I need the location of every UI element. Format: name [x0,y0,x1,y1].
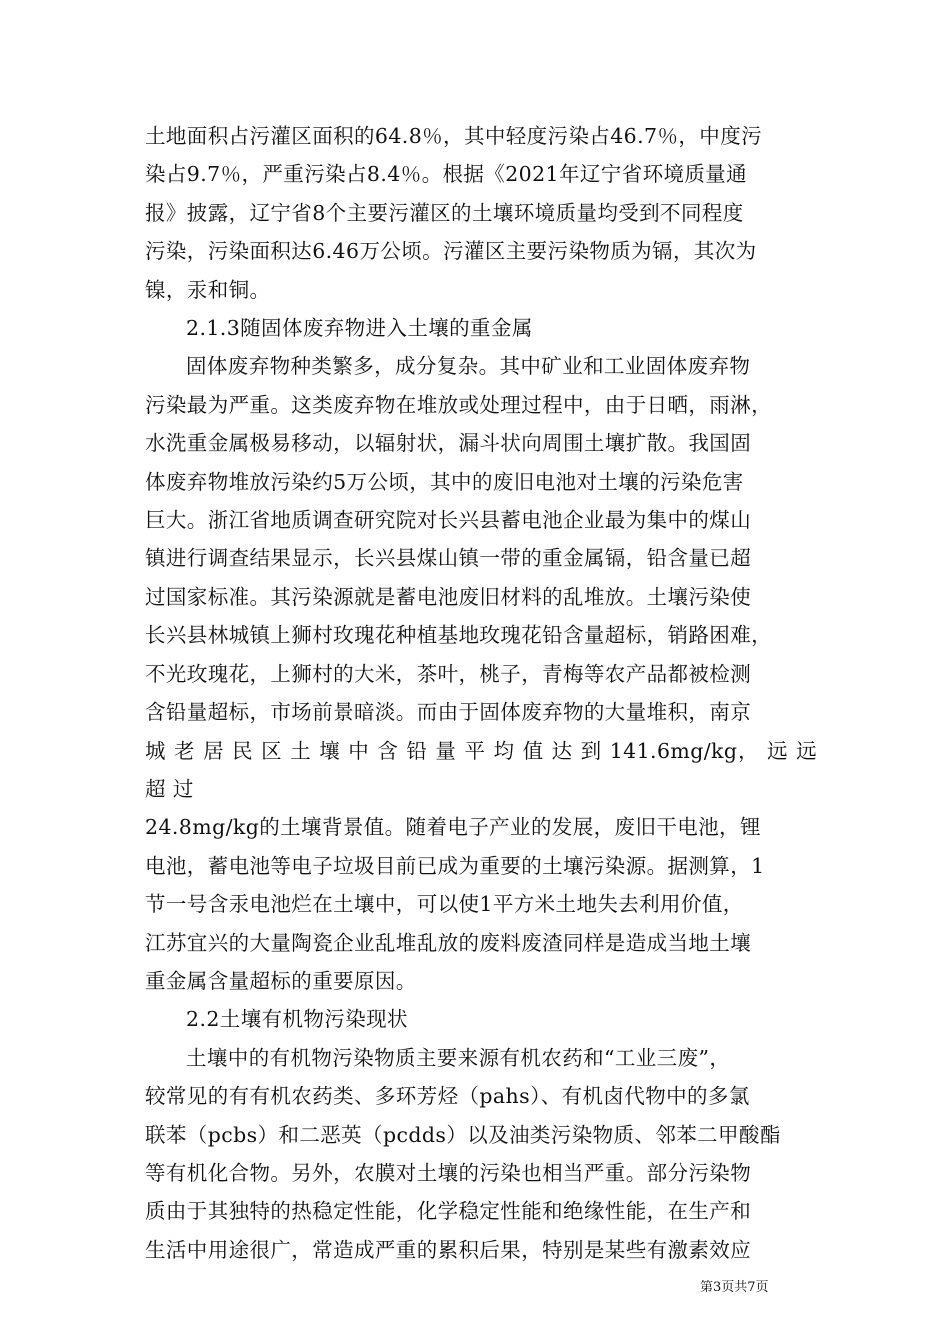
section-heading-2-2: 2.2土壤有机物污染现状 [186,1007,408,1032]
paragraph-solid-waste: 固体废弃物种类繁多，成分复杂。其中矿业和工业固体废弃物 污染最为严重。这类废弃物在堆放或处理过程中，由于日晒，雨淋， 水洗重金属极易移动，以辐射状，漏斗状向周围土壤扩散。我国固 体废弃物堆放污染约5万公顷，其中的废旧电池对土壤的污染危害 巨大。浙江省地质调查研究院对长兴县蓄电池企业最为集中的煤山 镇进行调查结果显示，长兴县煤山镇一带的重金属镉，铅含量已超 过国家标准。其污染源就是蓄电池废旧材料的乱堆放。土壤污染使 长兴县林城镇上狮村玫瑰花种植基地玫瑰花铅含量超标，销路困难， 不光玫瑰花，上狮村的大米，茶叶，桃子，青梅等农产品都被检测 含铅量超标，市场前景暗淡。而由于固体废弃物的大量堆积，南京 城 老 居 民 区 土 壤 中 含 铅 量 平 均 值 达 到 141.6mg/kg， 远 远 超 过 24.8mg/kg的土壤背景值。随着电子产业的发展，废旧干电池，锂 电池，蓄电池等电子垃圾目前已成为重要的土壤污染源。据测算，1 节一号含汞电池烂在土壤中，可以使1平方米土地失去利用价值， 江苏宜兴的大量陶瓷企业乱堆乱放的废料废渣同样是造成当地土壤 重金属含量超标的重要原因。 [145,354,817,993]
paragraph-continued: 土地面积占污灌区面积的64.8％，其中轻度污染占46.7％，中度污 染占9.7％，严重污染占8.4％。根据《2021年辽宁省环境质量通 报》披露，辽宁省8个主要污灌区的土壤环境质量均受到不同程度 污染，污染面积达6.46万公顷。污灌区主要污染物质为镉，其次为 镍，汞和铜。 [145,124,762,302]
section-heading-2-1-3: 2.1.3随固体废弃物进入土壤的重金属 [186,316,533,341]
page-number-footer: 第3页共7页 [700,1280,769,1295]
paragraph-organic-pollution: 土壤中的有机物污染物质主要来源有机农药和“工业三废”， 较常见的有有机农药类、多环芳烃（pahs）、有机卤代物中的多氯 联苯（pcbs）和二恶英（pcdds）以及油类污染物质、邻苯二甲酸酯 等有机化合物。另外，农膜对土壤的污染也相当严重。部分污染物 质由于其独特的热稳定性能，化学稳定性能和绝缘性能，在生产和 生活中用途很广，常造成严重的累积后果，特别是某些有激素效应 [145,1045,781,1262]
body-text [145,117,817,1269]
